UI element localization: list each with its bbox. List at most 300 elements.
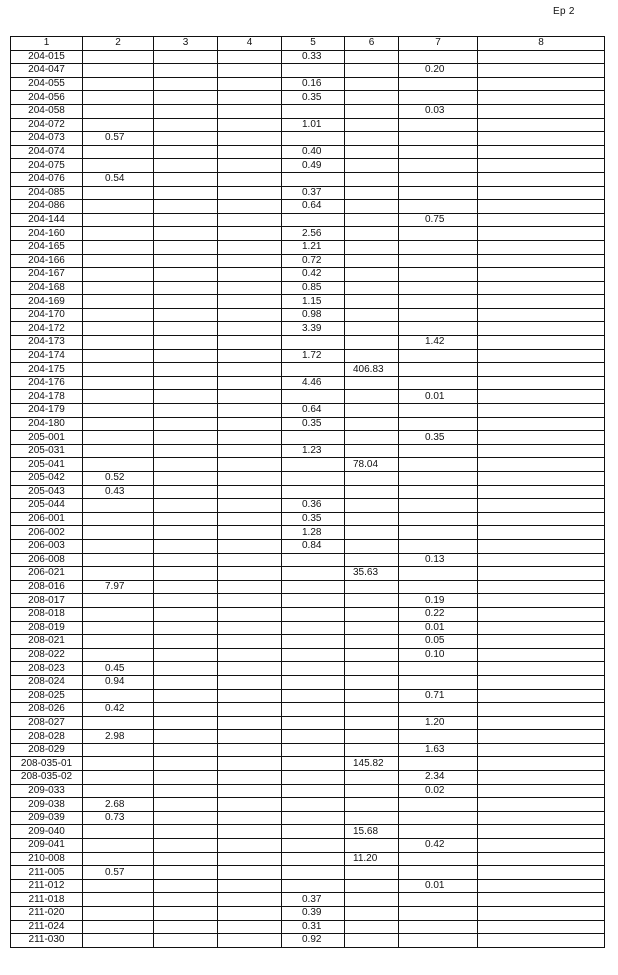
cell-code: 206-021 [11,567,83,581]
cell-col-2 [83,934,154,948]
cell-col-2 [83,879,154,893]
cell-col-8 [478,363,605,377]
cell-code: 205-043 [11,485,83,499]
table-row [11,50,605,64]
cell-col-4 [218,703,282,717]
cell-col-4 [218,91,282,105]
cell-col-5 [282,743,345,757]
cell-col-6 [345,893,399,907]
cell-col-7: 0.02 [399,784,478,798]
cell-col-4 [218,553,282,567]
cell-col-5 [282,594,345,608]
cell-col-2: 0.73 [83,811,154,825]
cell-col-5 [282,431,345,445]
cell-code: 211-018 [11,893,83,907]
cell-col-7 [399,268,478,282]
cell-code: 204-056 [11,91,83,105]
cell-col-7 [399,118,478,132]
cell-col-2 [83,458,154,472]
cell-code: 204-168 [11,281,83,295]
cell-col-2 [83,308,154,322]
cell-col-4 [218,186,282,200]
cell-code: 208-028 [11,730,83,744]
cell-code: 204-015 [11,50,83,64]
cell-col-5: 0.33 [282,50,345,64]
cell-col-7 [399,757,478,771]
cell-col-7 [399,798,478,812]
cell-col-6 [345,920,399,934]
cell-col-3 [154,730,218,744]
table-row [11,213,605,227]
cell-col-7: 0.01 [399,390,478,404]
cell-col-3 [154,839,218,853]
cell-col-6 [345,322,399,336]
cell-col-6 [345,118,399,132]
cell-col-8 [478,376,605,390]
cell-col-6 [345,648,399,662]
cell-col-2: 0.94 [83,675,154,689]
cell-col-4 [218,308,282,322]
cell-col-7 [399,145,478,159]
cell-code: 204-180 [11,417,83,431]
cell-code: 209-041 [11,839,83,853]
cell-col-2 [83,444,154,458]
cell-col-3 [154,431,218,445]
cell-col-4 [218,77,282,91]
cell-col-5 [282,363,345,377]
table-row [11,186,605,200]
cell-col-5: 0.42 [282,268,345,282]
cell-col-7: 0.22 [399,607,478,621]
cell-col-8 [478,934,605,948]
cell-col-3 [154,893,218,907]
cell-col-6 [345,186,399,200]
cell-col-6 [345,539,399,553]
cell-col-8 [478,567,605,581]
cell-col-2 [83,77,154,91]
cell-col-8 [478,580,605,594]
cell-col-7 [399,703,478,717]
cell-col-6 [345,213,399,227]
cell-col-5 [282,662,345,676]
cell-col-7 [399,662,478,676]
cell-col-5: 1.21 [282,240,345,254]
column-header: 5 [282,37,345,51]
cell-col-4 [218,254,282,268]
cell-col-2 [83,322,154,336]
table-row [11,839,605,853]
cell-col-6 [345,879,399,893]
cell-col-4 [218,866,282,880]
cell-col-2 [83,784,154,798]
cell-col-3 [154,580,218,594]
cell-col-5: 0.85 [282,281,345,295]
cell-col-5: 0.35 [282,417,345,431]
table-row [11,784,605,798]
cell-col-8 [478,172,605,186]
table-row [11,526,605,540]
cell-col-8 [478,635,605,649]
cell-col-8 [478,607,605,621]
cell-col-8 [478,539,605,553]
cell-col-3 [154,539,218,553]
table-row [11,675,605,689]
table-row [11,91,605,105]
cell-col-8 [478,404,605,418]
cell-col-4 [218,104,282,118]
cell-col-8 [478,771,605,785]
cell-col-5: 0.36 [282,499,345,513]
cell-col-4 [218,594,282,608]
cell-col-2 [83,200,154,214]
cell-code: 205-031 [11,444,83,458]
table-row [11,662,605,676]
cell-code: 204-144 [11,213,83,227]
cell-code: 204-174 [11,349,83,363]
cell-col-5 [282,621,345,635]
cell-code: 206-003 [11,539,83,553]
table-row [11,743,605,757]
cell-col-6: 11.20 [345,852,399,866]
cell-col-7: 0.35 [399,431,478,445]
cell-code: 204-170 [11,308,83,322]
cell-col-2: 0.54 [83,172,154,186]
cell-col-8 [478,920,605,934]
cell-col-7 [399,254,478,268]
cell-col-4 [218,485,282,499]
cell-code: 204-072 [11,118,83,132]
cell-code: 211-005 [11,866,83,880]
cell-col-2 [83,893,154,907]
cell-col-4 [218,526,282,540]
cell-col-2 [83,268,154,282]
table-row [11,240,605,254]
cell-col-6 [345,254,399,268]
cell-col-4 [218,472,282,486]
cell-col-7: 0.01 [399,621,478,635]
cell-col-4 [218,132,282,146]
table-row [11,349,605,363]
cell-col-3 [154,281,218,295]
cell-col-6 [345,349,399,363]
cell-col-6 [345,934,399,948]
cell-col-6 [345,607,399,621]
cell-code: 204-178 [11,390,83,404]
table-row [11,539,605,553]
cell-col-6 [345,839,399,853]
cell-col-8 [478,336,605,350]
cell-col-2 [83,227,154,241]
cell-col-3 [154,743,218,757]
cell-code: 208-021 [11,635,83,649]
cell-col-8 [478,159,605,173]
cell-col-5 [282,825,345,839]
cell-col-4 [218,539,282,553]
cell-col-3 [154,91,218,105]
cell-col-6 [345,811,399,825]
cell-col-7 [399,811,478,825]
cell-col-7 [399,186,478,200]
cell-col-3 [154,703,218,717]
cell-col-7 [399,907,478,921]
cell-col-8 [478,132,605,146]
cell-col-4 [218,811,282,825]
table-row [11,472,605,486]
cell-col-6 [345,472,399,486]
cell-col-3 [154,186,218,200]
cell-col-7 [399,526,478,540]
table-row [11,621,605,635]
cell-col-6 [345,594,399,608]
table-row [11,512,605,526]
cell-col-6 [345,64,399,78]
cell-col-2 [83,118,154,132]
cell-code: 204-166 [11,254,83,268]
cell-col-3 [154,716,218,730]
cell-col-8 [478,716,605,730]
cell-col-6 [345,635,399,649]
cell-col-7 [399,512,478,526]
cell-col-5 [282,607,345,621]
table-row [11,553,605,567]
cell-code: 204-073 [11,132,83,146]
cell-col-7 [399,934,478,948]
cell-col-6 [345,295,399,309]
cell-col-3 [154,349,218,363]
table-row [11,444,605,458]
cell-col-4 [218,635,282,649]
cell-col-3 [154,784,218,798]
cell-col-8 [478,281,605,295]
cell-col-3 [154,118,218,132]
table-row [11,64,605,78]
cell-code: 205-041 [11,458,83,472]
cell-col-8 [478,295,605,309]
cell-col-4 [218,417,282,431]
cell-col-2 [83,390,154,404]
cell-col-3 [154,526,218,540]
cell-col-2 [83,920,154,934]
cell-col-5 [282,757,345,771]
cell-col-5: 0.49 [282,159,345,173]
cell-col-8 [478,689,605,703]
cell-col-4 [218,893,282,907]
cell-col-5 [282,553,345,567]
cell-col-2 [83,363,154,377]
cell-code: 208-017 [11,594,83,608]
cell-code: 209-033 [11,784,83,798]
cell-code: 209-039 [11,811,83,825]
cell-col-7 [399,499,478,513]
cell-col-6 [345,771,399,785]
table-row [11,635,605,649]
cell-col-3 [154,444,218,458]
cell-col-4 [218,907,282,921]
cell-col-8 [478,444,605,458]
cell-col-7: 0.05 [399,635,478,649]
cell-col-8 [478,730,605,744]
table-row [11,825,605,839]
cell-col-2 [83,689,154,703]
table-row [11,227,605,241]
cell-code: 206-001 [11,512,83,526]
cell-col-7: 0.20 [399,64,478,78]
cell-col-4 [218,934,282,948]
cell-code: 206-008 [11,553,83,567]
cell-col-6 [345,444,399,458]
cell-col-4 [218,689,282,703]
cell-col-2 [83,852,154,866]
cell-col-2 [83,254,154,268]
table-row [11,254,605,268]
cell-col-2 [83,186,154,200]
cell-col-3 [154,825,218,839]
cell-col-4 [218,240,282,254]
cell-col-6 [345,172,399,186]
cell-code: 208-018 [11,607,83,621]
cell-col-5 [282,104,345,118]
table-row [11,145,605,159]
cell-col-7 [399,363,478,377]
cell-col-5 [282,336,345,350]
cell-col-2 [83,336,154,350]
cell-col-6 [345,91,399,105]
cell-col-7 [399,227,478,241]
cell-col-3 [154,254,218,268]
cell-col-7 [399,308,478,322]
cell-col-3 [154,200,218,214]
cell-col-6 [345,798,399,812]
cell-col-8 [478,526,605,540]
cell-col-2 [83,240,154,254]
cell-col-2: 7.97 [83,580,154,594]
cell-col-6 [345,227,399,241]
cell-col-2: 0.42 [83,703,154,717]
cell-col-3 [154,866,218,880]
cell-col-3 [154,907,218,921]
column-header: 6 [345,37,399,51]
cell-col-7 [399,322,478,336]
cell-col-2 [83,104,154,118]
cell-col-2 [83,417,154,431]
cell-col-8 [478,91,605,105]
cell-code: 210-008 [11,852,83,866]
table-row [11,852,605,866]
cell-col-7 [399,404,478,418]
cell-col-3 [154,417,218,431]
table-row [11,132,605,146]
cell-col-4 [218,825,282,839]
cell-col-3 [154,145,218,159]
cell-col-8 [478,852,605,866]
cell-col-5: 2.56 [282,227,345,241]
cell-col-5 [282,852,345,866]
cell-col-5: 0.64 [282,404,345,418]
cell-code: 211-012 [11,879,83,893]
cell-col-6 [345,662,399,676]
cell-col-3 [154,159,218,173]
cell-col-3 [154,512,218,526]
cell-col-5 [282,635,345,649]
cell-col-6 [345,431,399,445]
cell-col-6 [345,784,399,798]
cell-col-2 [83,145,154,159]
cell-col-2 [83,907,154,921]
cell-col-3 [154,336,218,350]
cell-col-3 [154,567,218,581]
cell-col-4 [218,879,282,893]
cell-col-8 [478,227,605,241]
cell-col-5 [282,784,345,798]
table-row [11,322,605,336]
cell-code: 205-042 [11,472,83,486]
cell-col-8 [478,553,605,567]
cell-col-4 [218,118,282,132]
cell-col-6 [345,268,399,282]
cell-col-8 [478,186,605,200]
cell-col-2 [83,648,154,662]
cell-col-3 [154,648,218,662]
cell-col-5: 1.23 [282,444,345,458]
cell-col-8 [478,499,605,513]
table-row [11,390,605,404]
cell-col-3 [154,376,218,390]
table-row [11,594,605,608]
cell-col-6 [345,675,399,689]
cell-col-3 [154,499,218,513]
cell-col-6: 78.04 [345,458,399,472]
cell-col-2: 0.57 [83,132,154,146]
cell-code: 204-179 [11,404,83,418]
cell-col-3 [154,662,218,676]
table-row [11,920,605,934]
table-row [11,200,605,214]
cell-col-5: 0.31 [282,920,345,934]
cell-col-2 [83,404,154,418]
cell-col-2: 0.45 [83,662,154,676]
header-row [11,37,605,51]
table-row [11,648,605,662]
cell-col-2 [83,743,154,757]
cell-col-4 [218,716,282,730]
cell-col-3 [154,635,218,649]
cell-col-6: 406.83 [345,363,399,377]
cell-code: 204-172 [11,322,83,336]
column-header: 8 [478,37,605,51]
cell-col-3 [154,485,218,499]
cell-col-4 [218,852,282,866]
cell-col-2 [83,512,154,526]
cell-col-3 [154,77,218,91]
cell-col-5 [282,879,345,893]
cell-col-2 [83,825,154,839]
table-row [11,431,605,445]
cell-col-4 [218,159,282,173]
cell-col-8 [478,472,605,486]
cell-col-8 [478,322,605,336]
cell-col-4 [218,920,282,934]
table-row [11,336,605,350]
table-row [11,703,605,717]
cell-col-4 [218,771,282,785]
cell-col-2 [83,499,154,513]
cell-col-4 [218,363,282,377]
cell-col-3 [154,458,218,472]
cell-col-5 [282,798,345,812]
table-row [11,580,605,594]
cell-col-7: 0.42 [399,839,478,853]
cell-col-5: 0.39 [282,907,345,921]
